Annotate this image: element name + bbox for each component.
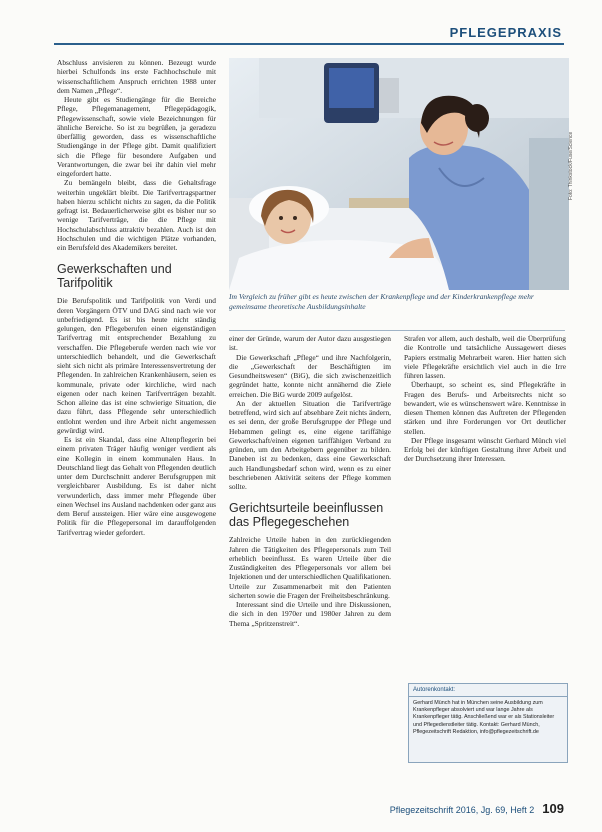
photo-caption: Im Vergleich zu früher gibt es heute zwischen der Krankenpflege und der Kinderkrankenpflege mehr gemeinsame theoretische Ausbildungsinhalte — [229, 292, 534, 311]
header-rule — [54, 43, 564, 45]
paragraph: Zu bemängeln bleibt, dass die Gehaltsfrage weiterhin ungeklärt bleibt. Die Tarifvertragspartner haben hierzu schlicht nichts zu sagen, da die Politik gefragt ist. Bedauerlicherweise gibt es bisher nur so wenige Tarifverträge, die die Pflege mit Hochschulabschluss attraktiv bezahlen. Auch ist den Hochschulen und die wichtigen Plätze vorhanden, ein Berufsfeld des Akademikers bereitet. — [57, 178, 216, 252]
paragraph: Interessant sind die Urteile und ihre Diskussionen, die sich in den 1970er und 1980er Jahren zu dem Thema „Spritzenstreit“. — [229, 600, 391, 628]
paragraph: einer der Gründe, warum der Autor dazu ausgestiegen ist. — [229, 334, 391, 353]
paragraph: Der Pflege insgesamt wünscht Gerhard Münch viel Erfolg bei der künftigen Gestaltung ihrer Arbeit und der Durchsetzung ihrer Interessen. — [404, 435, 566, 464]
paragraph: An der aktuellen Situation die Tarifverträge betreffend, wird sich auf absehbare Zeit nichts ändern, es sei denn, der große Berufsgruppe der Pflege und Hebammen gelingt es, eine eigene tariffähige Gewerkschaft/einen eigenen tariffähigen Verband zu gründen, um den Arbeitgebern gegenüber zu bilden. Daneben ist zu bedenken, dass eine Gewerkschaft auch Handlungsbedarf schon wird, wenn es zu einer beschriebenen Aktivität seitens der Pflege kommen sollte. — [229, 398, 391, 491]
author-box-text: Gerhard Münch hat in München seine Ausbildung zum Krankenpfleger absolviert und war lange Jahre als Krankenpfleger tätig. Anschließend war er als Stationsleiter und Pflegedienstleiter tätig. Kontakt: Gerhard Münch, Pflegezeitschrift Redaktion, info@pflegezeitschrift.de — [413, 700, 555, 735]
paragraph: Es ist ein Skandal, dass eine Altenpflegerin bei einem privaten Träger häufig weniger verdient als eine Kollegin in einem kommunalen Haus. In Deutschland liegt das Gehalt von Pflegenden deutlich unter dem Durchschnitt anderer Berufsgruppen mit vergleichbarer Ausbildung. Es ist daher nicht verwunderlich, dass immer mehr Pflegende über einen Wechsel ins Ausland nachdenken oder ganz aus dem Beruf aussteigen. Hier wäre eine ausgewogene Politik für die Pflegepersonal im darauffolgenden Tarifvertrag wieder gefordert. — [57, 435, 216, 537]
subheading: Gewerkschaften und Tarifpolitik — [57, 262, 172, 291]
paragraph: Überhaupt, so scheint es, sind Pflegekräfte in Fragen des Berufs- und Arbeitsrechts nicht so bewandert, wie es wünschenswert wäre. Kenntnisse in diesen Themen können das Auftreten der Pflegenden stärken und ihre Forderungen vor Ort deutlicher stellen. — [404, 380, 566, 436]
page-footer — [390, 801, 564, 816]
column-3 — [404, 334, 566, 464]
paragraph: Zahlreiche Urteile haben in den zurückliegenden Jahren die Tätigkeiten des Pflegepersonals zum Teil erheblich beeinflusst. Es waren Urteile über die Zuständigkeiten des Pflegepersonals vor allem bei Injektionen und der unterschiedlichen Qualifikationen. Urteile zur Zusammenarbeit mit den Patienten sicherten sowie die Fragen der Freiheitsbeschränkung. — [229, 535, 391, 600]
paragraph: Strafen vor allem, auch deshalb, weil die Überprüfung die Kontrolle und tatsächliche Aussagewert dieses Papiers erstmalig Mehrarbeit waren. Hier hatten sich viele Pflegekräfte ersichtlich viel auch in die Irre führen lassen. — [404, 334, 566, 380]
paragraph: Die Gewerkschaft „Pflege“ und ihre Nachfolgerin, die „Gewerkschaft der Beschäftigten im Gesundheitswesen“ (BiG), die sich zwischenzeitlich gegründet hatte, konnte nicht annähernd die Ziele erreichen. Die BiG wurde 2009 aufgelöst. — [229, 352, 391, 399]
section-title: PFLEGEPRAXIS — [449, 25, 562, 40]
author-box-heading: Autorenkontakt: — [409, 684, 567, 697]
page-number: 109 — [542, 801, 564, 816]
author-contact-box — [408, 683, 568, 763]
column-2 — [229, 334, 391, 628]
caption-rule — [229, 330, 565, 331]
nurse-child-illustration — [229, 58, 569, 290]
article-photo — [229, 58, 569, 290]
journal-citation: Pflegezeitschrift 2016, Jg. 69, Heft 2 — [389, 805, 535, 815]
paragraph: Die Berufspolitik und Tarifpolitik von Verdi und deren Vorgängern ÖTV und DAG sind nach wie vor unbefriedigend. Es ist bis heute nicht ständig gelungen, den Pflegeberufen einen eigenständigen Tarifvertrag mit entsprechender Bezahlung zu verschaffen. Die Pflegeberufe werden nach wie vor unterschiedlich behandelt, und die Gewerkschaft sieht sich nicht als primäre Interessensvertretung der Pflegenden. In zahlreichen Krankenhäusern, seien es kommunale, private oder kirchliche, wird nach eigenen oder nach keinen Tarifverträgen bezahlt. Schon alleine das ist eine schwierige Situation, die dazu führt, dass Pflegende sehr unterschiedlich entlohnt werden und ihre Arbeit nicht angemessen gewürdigt wird. — [57, 296, 216, 435]
paragraph: Heute gibt es Studiengänge für die Bereiche Pflege, Pflegemanagement, Pflegepädagogik, Pflegewissenschaft, sowie viele Bezeichnungen für ähnliche Bereiche. So ist zu begrüßen, ja geradezu überfällig geworden, dass es wissenschaftliche Studiengänge in der Pflege gibt. Damit qualifiziert sich die Pflege für besondere Aufgaben und Verantwortungen, die zwar bei ihr dahin viel mehr eingefordert hatte. — [57, 95, 216, 178]
column-1 — [57, 58, 216, 537]
subheading: Gerichtsurteile beeinflussen das Pflegegeschehen — [229, 501, 384, 530]
paragraph: Abschluss anvisieren zu können. Bezeugt wurde hierbei Schulfonds ins erste Fachhochschule mit wissenschaftlichem Anspruch errichten 1988 unter dem Namen „Pflege“. — [57, 58, 216, 95]
photo-credit: Foto: Thinkstock/Fuse/Science — [568, 131, 574, 200]
